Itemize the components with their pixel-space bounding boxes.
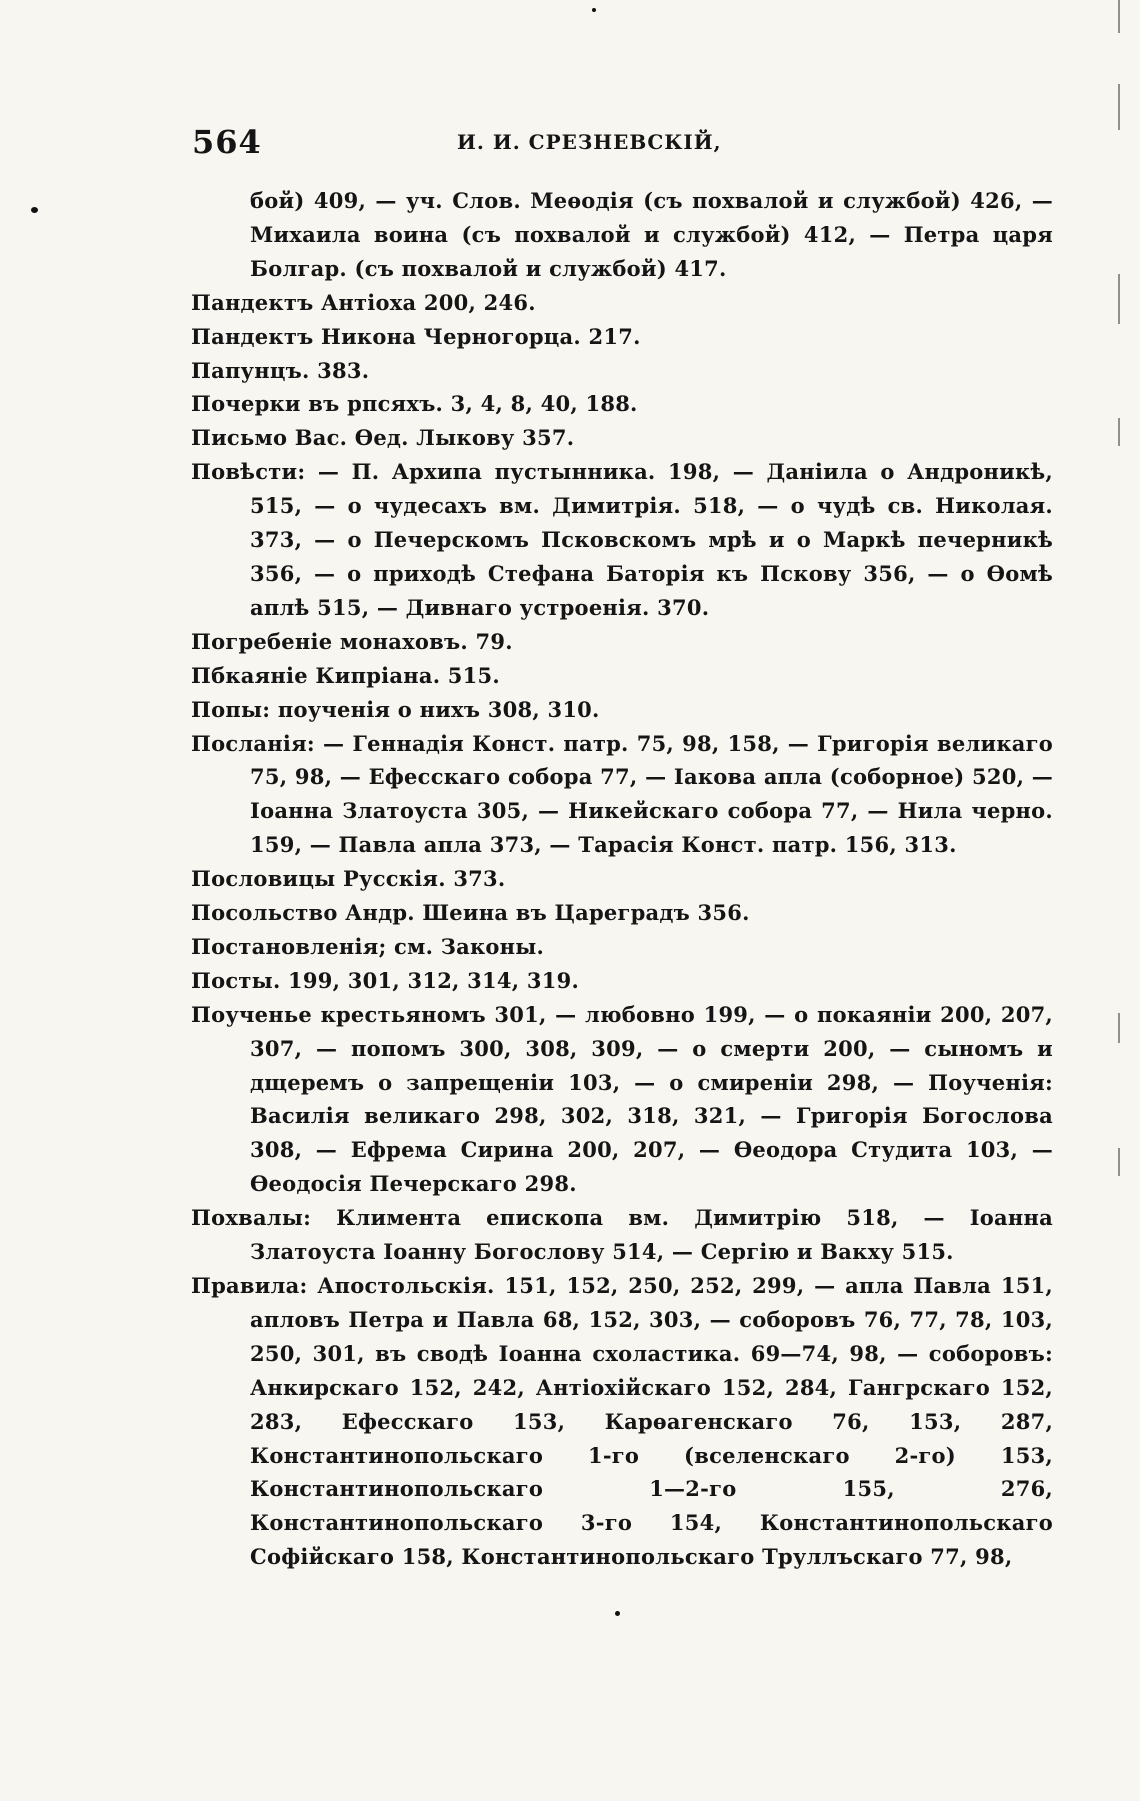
index-entry: Пословицы Русскія. 373. xyxy=(191,866,506,892)
index-entry: Погребеніе монаховъ. 79. xyxy=(191,628,513,654)
index-text xyxy=(191,184,1053,1579)
index-entry: Посольство Андр. Шеина въ Цареградъ 356. xyxy=(191,900,750,926)
index-entry: Поученье крестьяномъ 301, — любовно 199, — о покаяніи 200, 207, 307, — попомъ 300, 308, 309, — о смерти 200, — сыномъ и дщеремъ о запрещеніи 103, — о смиреніи 298, — Поученія: Василія великаго 298, 302, 318, 321, — Григорія Богослова 308, — Ефрема Сирина 200, 207, — Ѳеодора Студита 103, — Ѳеодосія Печерскаго 298. xyxy=(191,1001,1053,1197)
ink-dot-left xyxy=(31,207,38,213)
page-header xyxy=(192,123,1062,165)
right-edge-scan-line xyxy=(1118,418,1120,446)
page-number: 564 xyxy=(192,123,262,161)
index-entry: Попы: поученія о нихъ 308, 310. xyxy=(191,696,600,722)
right-edge-scan-line xyxy=(1118,84,1120,130)
right-edge-scan-line xyxy=(1118,1013,1120,1043)
index-entry: Пандектъ Антіоха 200, 246. xyxy=(191,289,536,315)
ink-dot-bottom xyxy=(615,1611,620,1616)
right-edge-scan-line xyxy=(1118,274,1120,324)
index-entry: Повѣсти: — П. Архипа пустынника. 198, — Даніила о Андроникѣ, 515, — о чудесахъ вм. Димитрія. 518, — о чудѣ св. Николая. 373, — о Печерскомъ Псковскомъ мрѣ и о Маркѣ печерникѣ 356, — о приходѣ Стефана Баторія къ Пскову 356, — о Ѳомѣ аплѣ 515, — Дивнаго устроенія. 370. xyxy=(191,459,1053,620)
right-edge-scan-line xyxy=(1118,0,1120,33)
index-entry: Почерки въ рпсяхъ. 3, 4, 8, 40, 188. xyxy=(191,391,638,417)
ink-dot-top xyxy=(592,8,596,12)
index-entry: Похвалы: Климента епископа вм. Димитрію 518, — Іоанна Златоуста Іоанну Богослову 514, — Сергію и Вакху 515. xyxy=(191,1205,1053,1265)
index-entry: Посланія: — Геннадія Конст. патр. 75, 98, 158, — Григорія великаго 75, 98, — Ефесскаго собора 77, — Іакова апла (соборное) 520, — Іоанна Златоуста 305, — Никейскаго собора 77, — Нила черно. 159, — Павла апла 373, — Тарасія Конст. патр. 156, 313. xyxy=(191,730,1053,858)
index-entry: Посты. 199, 301, 312, 314, 319. xyxy=(191,967,580,993)
index-entry: Папунцъ. 383. xyxy=(191,357,370,383)
index-entry: Пбкаяніе Кипріана. 515. xyxy=(191,662,500,688)
index-entry: Правила: Апостольскія. 151, 152, 250, 252, 299, — апла Павла 151, апловъ Петра и Павла 68, 152, 303, — соборовъ 76, 77, 78, 103, 250, 301, въ сводѣ Іоанна схоластика. 69—74, 98, — соборовъ: Анкирскаго 152, 242, Антіохійскаго 152, 284, Гангрскаго 152, 283, Ефесскаго 153, Карѳагенскаго 76, 153, 287, Константинопольскаго 1-го (вселенскаго 2-го) 153, Константинопольскаго 1—2-го 155, 276, Константинопольскаго 3-го 154, Константинопольскаго Софійскаго 158, Константинопольскаго Труллъскаго 77, 98, xyxy=(191,1273,1053,1570)
index-entry: Постановленія; см. Законы. xyxy=(191,933,545,959)
index-entry-continuation: бой) 409, — уч. Слов. Меѳодія (съ похвалой и службой) 426, — Михаила воина (съ похвалой и службой) 412, — Петра царя Болгар. (съ похвалой и службой) 417. xyxy=(250,188,1053,281)
right-edge-scan-line xyxy=(1118,1148,1120,1176)
index-entry: Письмо Вас. Ѳед. Лыкову 357. xyxy=(191,425,575,451)
running-head: И. И. СРЕЗНЕВСКIЙ, xyxy=(457,130,722,154)
index-entry: Пандектъ Никона Черногорца. 217. xyxy=(191,323,641,349)
